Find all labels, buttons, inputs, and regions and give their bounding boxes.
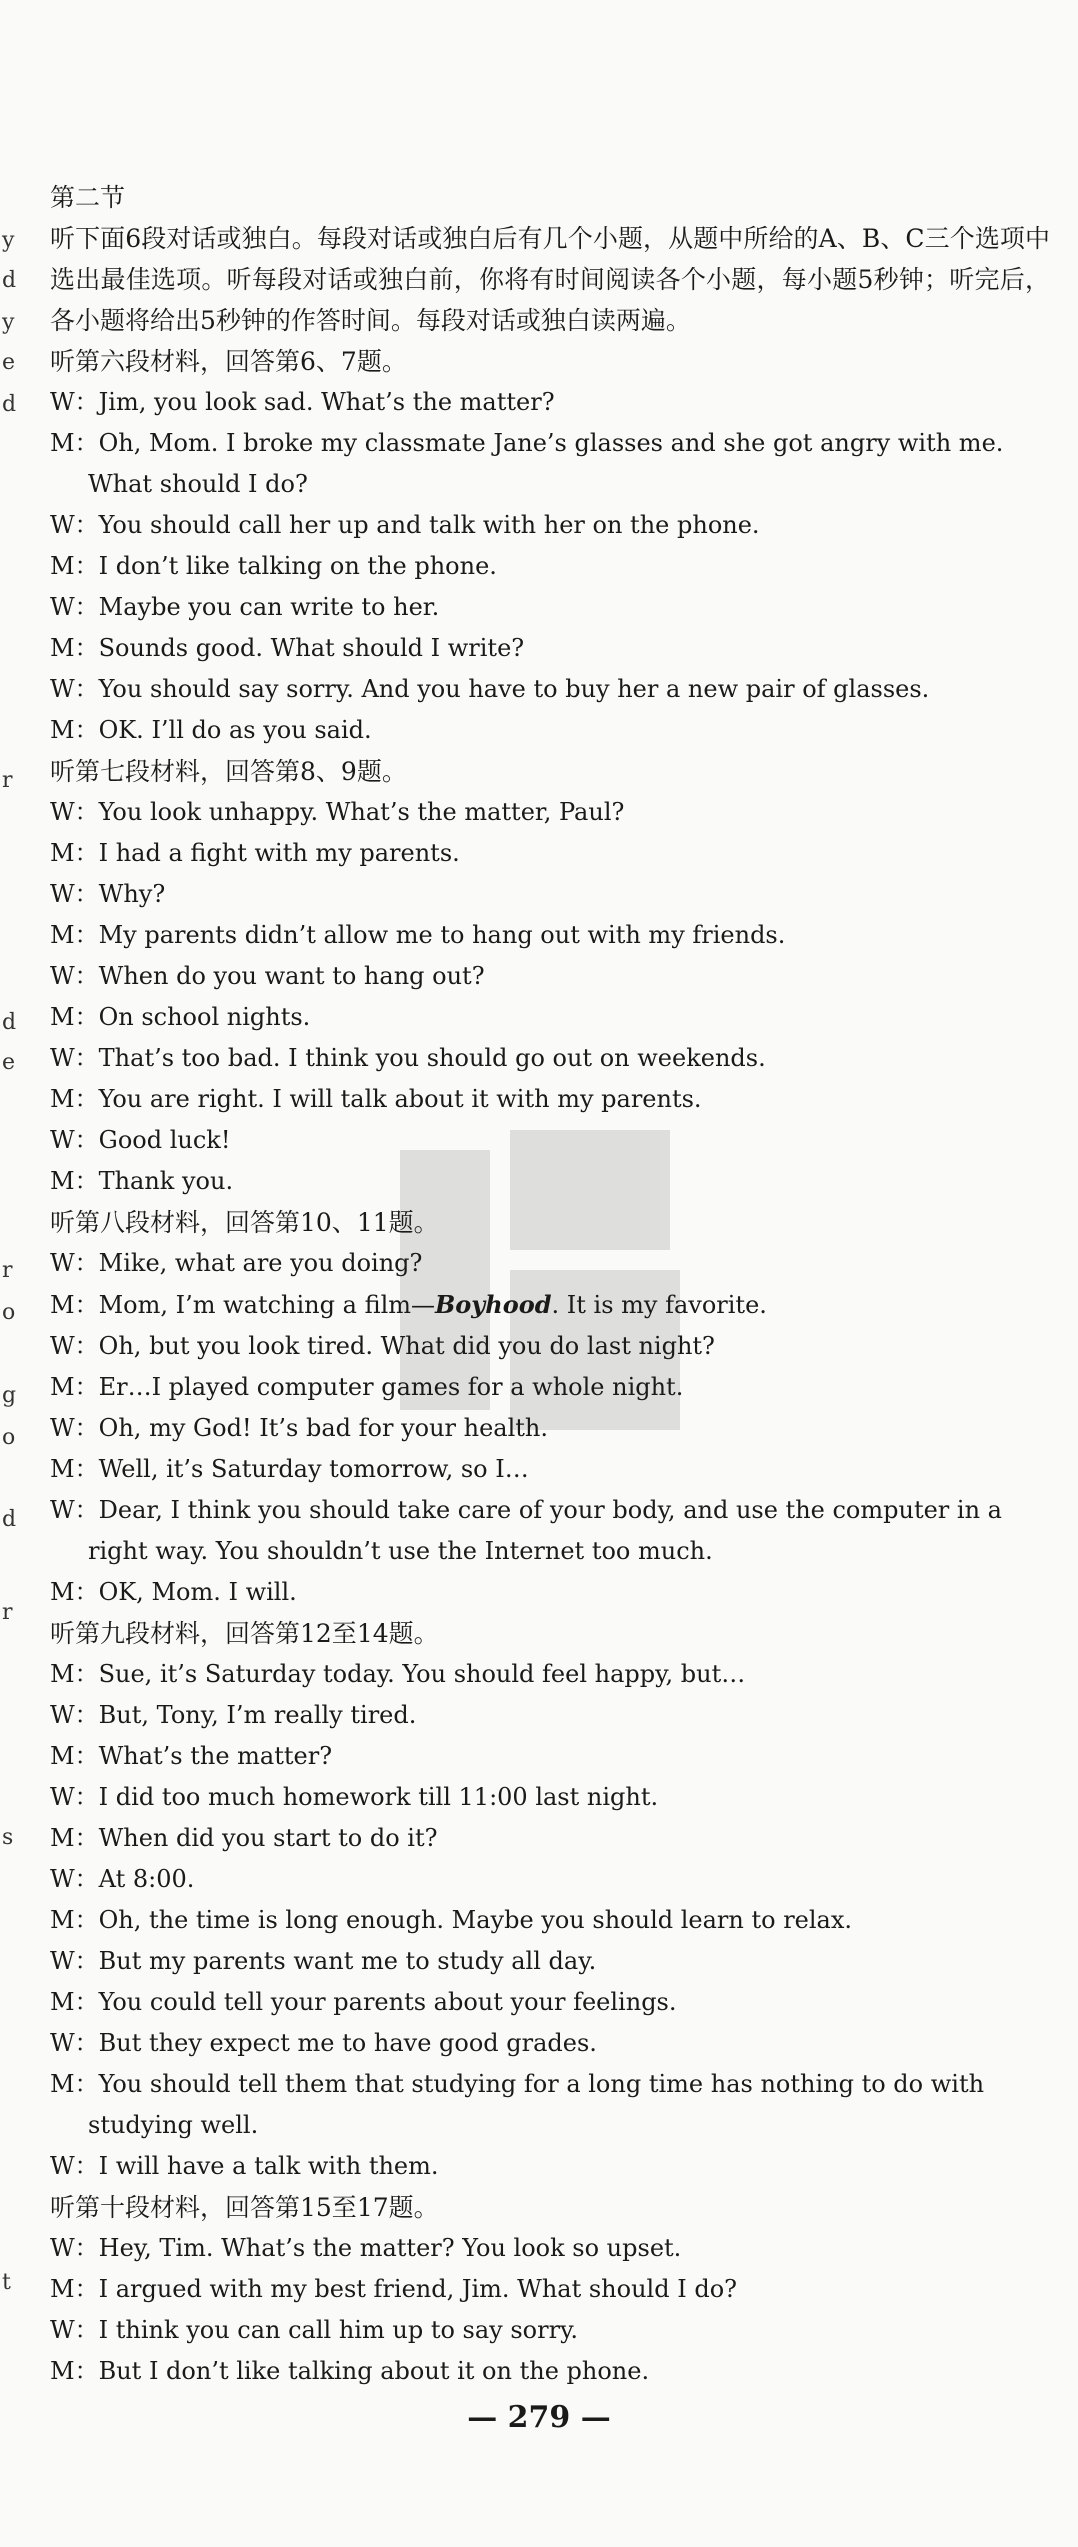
speaker-label: M： xyxy=(50,2357,99,2385)
line-text: OK. I’ll do as you said. xyxy=(98,716,372,744)
speaker-label: W： xyxy=(50,675,99,703)
line-text: When did you start to do it? xyxy=(98,1824,438,1852)
line-text-tail: . It is my favorite. xyxy=(551,1291,767,1319)
margin-letter: t xyxy=(2,2270,11,2295)
line-text: You should call her up and talk with her on the phone. xyxy=(98,511,760,539)
dialogue-line xyxy=(50,1079,1050,1120)
line-text: Well, it’s Saturday tomorrow, so I… xyxy=(98,1455,529,1483)
dialogue-line xyxy=(50,2310,1050,2351)
instructions-paragraph: 听下面6段对话或独白。每段对话或独白后有几个小题，从题中所给的A、B、C三个选项中选出最佳选项。听每段对话或独白前，你将有时间阅读各个小题，每小题5秒钟；听完后，各小题将给出5秒钟的作答时间。每段对话或独白读两遍。 xyxy=(50,224,1050,335)
line-text: Oh, my God! It’s bad for your health. xyxy=(98,1414,549,1442)
line-text: I had a fight with my parents. xyxy=(98,839,460,867)
speaker-label: W： xyxy=(50,2316,99,2344)
line-text: But my parents want me to study all day. xyxy=(98,1947,597,1975)
segment-header: 听第十段材料，回答第15至17题。 xyxy=(50,2193,439,2222)
line-text: Mom, I’m watching a film— xyxy=(98,1291,436,1319)
dialogue-line xyxy=(50,628,1050,669)
line-text: On school nights. xyxy=(98,1003,311,1031)
dialogue-line xyxy=(50,382,1050,423)
margin-letter: d xyxy=(2,1010,17,1035)
speaker-label: M： xyxy=(50,839,99,867)
line-text: OK, Mom. I will. xyxy=(98,1578,297,1606)
segment-header: 听第八段材料，回答第10、11题。 xyxy=(50,1208,439,1237)
line-text: But, Tony, I’m really tired. xyxy=(98,1701,417,1729)
speaker-label: M： xyxy=(50,2275,99,2303)
dialogue-line xyxy=(50,1490,1050,1572)
speaker-label: W： xyxy=(50,1332,99,1360)
margin-letter: y xyxy=(2,310,15,335)
dialogue-line xyxy=(50,1859,1050,1900)
speaker-label: M： xyxy=(50,1085,99,1113)
speaker-label: M： xyxy=(50,1988,99,2016)
line-text: Jim, you look sad. What’s the matter? xyxy=(98,388,555,416)
dialogue-line xyxy=(50,1777,1050,1818)
speaker-label: W： xyxy=(50,1783,99,1811)
margin-letter: s xyxy=(2,1825,14,1850)
dialogue-line xyxy=(50,1941,1050,1982)
dialogue-line xyxy=(50,669,1050,710)
dialogue-line xyxy=(50,1818,1050,1859)
speaker-label: M： xyxy=(50,1906,99,1934)
dialogue-segments xyxy=(50,341,1050,2392)
line-text: I don’t like talking on the phone. xyxy=(98,552,497,580)
dialogue-line xyxy=(50,1243,1050,1284)
margin-letter: d xyxy=(2,1507,17,1532)
film-title: Boyhood xyxy=(435,1290,552,1319)
dialogue-line xyxy=(50,1326,1050,1367)
line-text: Oh, but you look tired. What did you do last night? xyxy=(98,1332,715,1360)
speaker-label: W： xyxy=(50,962,99,990)
dialogue-line xyxy=(50,915,1050,956)
speaker-label: W： xyxy=(50,798,99,826)
dialogue-line xyxy=(50,1038,1050,1079)
line-text: Good luck! xyxy=(98,1126,231,1154)
dialogue-line xyxy=(50,1408,1050,1449)
line-text: Sounds good. What should I write? xyxy=(98,634,525,662)
margin-letter: r xyxy=(2,1258,13,1283)
line-text: Dear, I think you should take care of your body, and use the computer in a right way. You shouldn’t use the Internet too much. xyxy=(88,1496,1002,1565)
dialogue-line xyxy=(50,2351,1050,2392)
segment-header: 听第六段材料，回答第6、7题。 xyxy=(50,347,407,376)
page-number: — 279 — xyxy=(467,2400,611,2435)
dialogue-line xyxy=(50,505,1050,546)
dialogue-line xyxy=(50,587,1050,628)
speaker-label: W： xyxy=(50,1044,99,1072)
dialogue-line xyxy=(50,1654,1050,1695)
dialogue-line xyxy=(50,997,1050,1038)
dialogue-line xyxy=(50,1736,1050,1777)
speaker-label: M： xyxy=(50,1578,99,1606)
speaker-label: W： xyxy=(50,2234,99,2262)
line-text: You should say sorry. And you have to buy her a new pair of glasses. xyxy=(98,675,930,703)
speaker-label: M： xyxy=(50,1291,99,1319)
speaker-label: W： xyxy=(50,880,99,908)
dialogue-line xyxy=(50,833,1050,874)
margin-letter: d xyxy=(2,392,17,417)
line-text: You could tell your parents about your feelings. xyxy=(98,1988,677,2016)
line-text: Mike, what are you doing? xyxy=(98,1249,423,1277)
speaker-label: M： xyxy=(50,552,99,580)
line-text: I think you can call him up to say sorry. xyxy=(98,2316,579,2344)
line-text: Oh, Mom. I broke my classmate Jane’s glasses and she got angry with me. What should I do? xyxy=(88,429,1004,498)
speaker-label: W： xyxy=(50,1126,99,1154)
speaker-label: M： xyxy=(50,1742,99,1770)
dialogue-line xyxy=(50,2064,1050,2146)
dialogue-line xyxy=(50,956,1050,997)
line-text: When do you want to hang out? xyxy=(98,962,485,990)
dialogue-line xyxy=(50,423,1050,505)
line-text: But I don’t like talking about it on the phone. xyxy=(98,2357,650,2385)
speaker-label: W： xyxy=(50,2029,99,2057)
speaker-label: M： xyxy=(50,634,99,662)
speaker-label: W： xyxy=(50,1947,99,1975)
dialogue-line xyxy=(50,2146,1050,2187)
speaker-label: W： xyxy=(50,1249,99,1277)
line-text: You should tell them that studying for a long time has nothing to do with studying well. xyxy=(88,2070,985,2139)
dialogue-line xyxy=(50,2269,1050,2310)
line-text: Thank you. xyxy=(98,1167,234,1195)
dialogue-line xyxy=(50,874,1050,915)
line-text: That’s too bad. I think you should go out on weekends. xyxy=(98,1044,766,1072)
speaker-label: W： xyxy=(50,388,99,416)
line-text: I will have a talk with them. xyxy=(98,2152,439,2180)
speaker-label: W： xyxy=(50,593,99,621)
dialogue-line xyxy=(50,2228,1050,2269)
dialogue-line xyxy=(50,546,1050,587)
section-title: 第二节 xyxy=(50,183,126,212)
dialogue-line xyxy=(50,710,1050,751)
line-text: My parents didn’t allow me to hang out with my friends. xyxy=(98,921,786,949)
speaker-label: M： xyxy=(50,716,99,744)
segment-header: 听第九段材料，回答第12至14题。 xyxy=(50,1619,439,1648)
speaker-label: M： xyxy=(50,1003,99,1031)
dialogue-line xyxy=(50,1900,1050,1941)
speaker-label: W： xyxy=(50,2152,99,2180)
dialogue-line xyxy=(50,1449,1050,1490)
speaker-label: M： xyxy=(50,1373,99,1401)
margin-letter: g xyxy=(2,1383,17,1408)
margin-letter: r xyxy=(2,1600,13,1625)
speaker-label: W： xyxy=(50,1701,99,1729)
margin-letter: o xyxy=(2,1300,16,1325)
margin-letter: d xyxy=(2,268,17,293)
dialogue-line xyxy=(50,1572,1050,1613)
speaker-label: M： xyxy=(50,921,99,949)
dialogue-line xyxy=(50,1982,1050,2023)
segment-header: 听第七段材料，回答第8、9题。 xyxy=(50,757,407,786)
dialogue-line xyxy=(50,1161,1050,1202)
line-text: You are right. I will talk about it with my parents. xyxy=(98,1085,702,1113)
dialogue-line xyxy=(50,1695,1050,1736)
dialogue-line xyxy=(50,792,1050,833)
dialogue-line xyxy=(50,1284,1050,1326)
margin-letter: r xyxy=(2,768,13,793)
line-text: At 8:00. xyxy=(98,1865,195,1893)
cut-off-margin xyxy=(0,0,30,2547)
speaker-label: M： xyxy=(50,429,99,457)
speaker-label: M： xyxy=(50,1167,99,1195)
margin-letter: o xyxy=(2,1425,16,1450)
speaker-label: W： xyxy=(50,511,99,539)
line-text: I argued with my best friend, Jim. What should I do? xyxy=(98,2275,738,2303)
line-text: What’s the matter? xyxy=(98,1742,333,1770)
line-text: Hey, Tim. What’s the matter? You look so upset. xyxy=(98,2234,682,2262)
line-text: Er…I played computer games for a whole night. xyxy=(98,1373,684,1401)
speaker-label: M： xyxy=(50,2070,99,2098)
speaker-label: M： xyxy=(50,1660,99,1688)
line-text: Maybe you can write to her. xyxy=(98,593,440,621)
line-text: Oh, the time is long enough. Maybe you should learn to relax. xyxy=(98,1906,853,1934)
line-text: But they expect me to have good grades. xyxy=(98,2029,597,2057)
speaker-label: W： xyxy=(50,1414,99,1442)
dialogue-line xyxy=(50,1367,1050,1408)
margin-letter: y xyxy=(2,228,15,253)
document-body xyxy=(50,178,1050,2392)
line-text: I did too much homework till 11:00 last night. xyxy=(98,1783,659,1811)
line-text: Sue, it’s Saturday today. You should feel happy, but… xyxy=(98,1660,746,1688)
line-text: You look unhappy. What’s the matter, Paul? xyxy=(98,798,625,826)
speaker-label: W： xyxy=(50,1496,99,1524)
margin-letter: e xyxy=(2,1050,16,1075)
margin-letter: e xyxy=(2,350,16,375)
speaker-label: M： xyxy=(50,1455,99,1483)
speaker-label: W： xyxy=(50,1865,99,1893)
dialogue-line xyxy=(50,2023,1050,2064)
dialogue-line xyxy=(50,1120,1050,1161)
line-text: Why? xyxy=(98,880,166,908)
speaker-label: M： xyxy=(50,1824,99,1852)
